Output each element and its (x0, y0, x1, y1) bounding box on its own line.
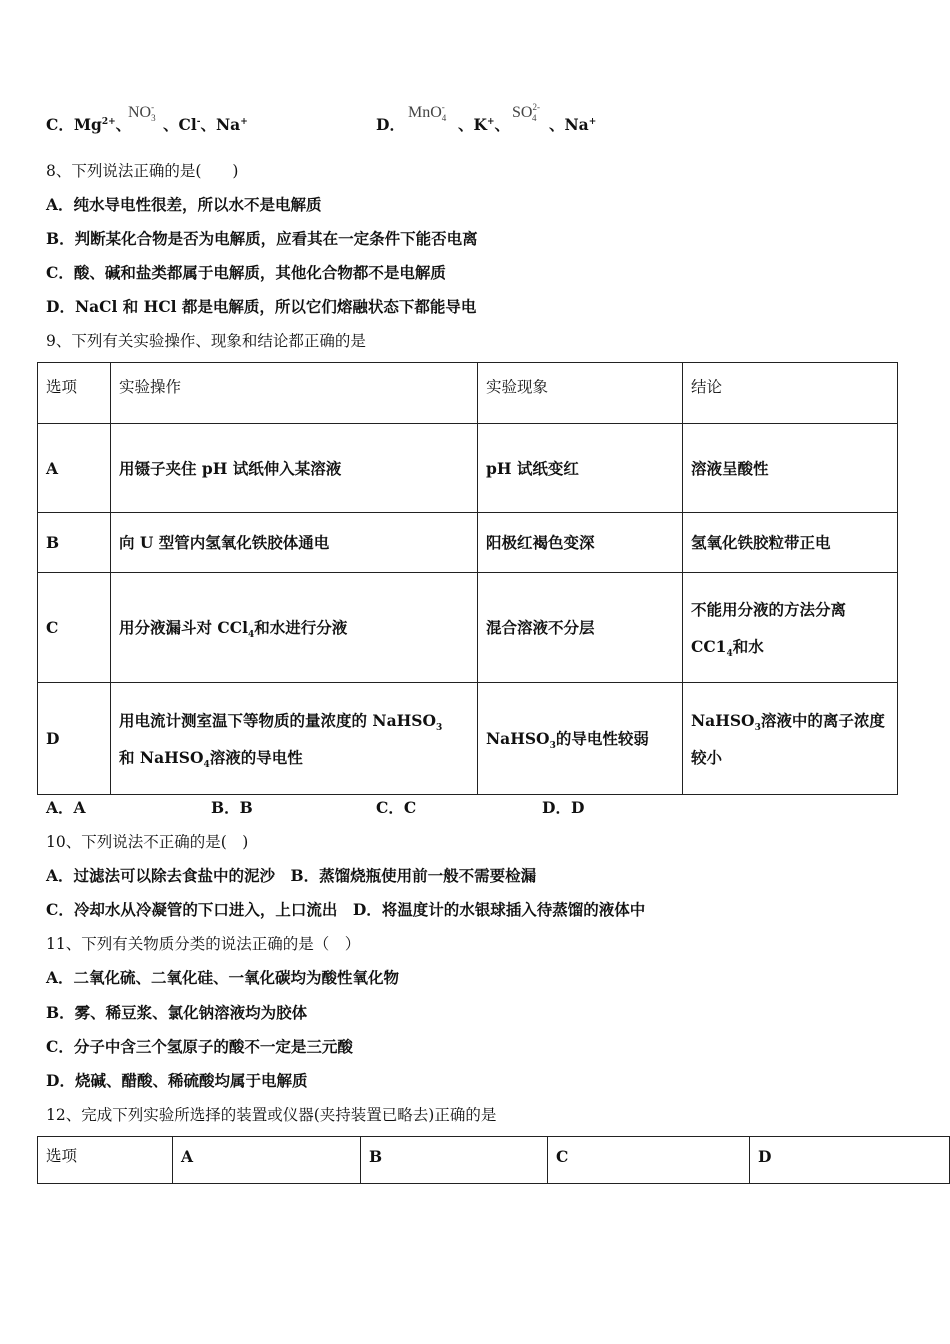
q8-stem: 8、下列说法正确的是( ) (46, 162, 239, 180)
q12-stem: 12、完成下列实验所选择的装置或仪器(夹持装置已略去)正确的是 (46, 1106, 497, 1124)
table-row (38, 424, 898, 513)
operation-cell: 用镊子夹住 pH 试纸伸入某溶液 (111, 424, 478, 513)
table-row (38, 683, 898, 795)
header-cell: A (173, 1137, 361, 1184)
phenomenon-cell: pH 试纸变红 (478, 424, 683, 513)
conclusion-cell: NaHSO$_3$溶液中的离子浓度 较小 (683, 683, 898, 795)
header-cell: 结论 (683, 363, 898, 424)
option-cell: A (38, 424, 111, 513)
q8-option-c: C．酸、碱和盐类都属于电解质，其他化合物都不是电解质 (46, 263, 446, 282)
q7-d-so4-formula: $SO^{2-}_4$ (512, 102, 540, 123)
q7-c-tail: 、Cl-、Na+ (163, 115, 248, 134)
header-cell: 实验操作 (111, 363, 478, 424)
conclusion-cell: 氢氧化铁胶粒带正电 (683, 513, 898, 573)
option-cell: D (38, 683, 111, 795)
q10-stem: 10、下列说法不正确的是( ) (46, 833, 249, 851)
operation-cell: 向 U 型管内氢氧化铁胶体通电 (111, 513, 478, 573)
table-row (38, 513, 898, 573)
q9-stem: 9、下列有关实验操作、现象和结论都正确的是 (46, 332, 366, 350)
operation-cell: 用电流计测室温下等物质的量浓度的 NaHSO$_3$ 和 NaHSO$_4$溶液的导电性 (111, 683, 478, 795)
q11-option-b: B．雾、稀豆浆、氯化钠溶液均为胶体 (46, 1003, 308, 1022)
q11-option-c: C．分子中含三个氢原子的酸不一定是三元酸 (46, 1037, 353, 1056)
header-cell: 选项 (38, 1137, 173, 1184)
conclusion-cell: 不能用分液的方法分离 $CC1_4$和水 (683, 573, 898, 683)
q12-table (37, 1136, 950, 1184)
header-cell: 实验现象 (478, 363, 683, 424)
q8-option-b: B．判断某化合物是否为电解质，应看其在一定条件下能否电离 (46, 229, 478, 248)
q7-c-no3-formula: $NO^-_3$ (128, 102, 156, 123)
table-header-row (38, 363, 898, 424)
phenomenon-cell: 阳极红褐色变深 (478, 513, 683, 573)
q7-option-d: D． (376, 115, 405, 134)
option-cell: B (38, 513, 111, 573)
q10-options-cd: C．冷却水从冷凝管的下口进入，上口流出 D．将温度计的水银球插入待蒸馏的液体中 (46, 900, 646, 919)
q8-option-d: D．NaCl 和 HCl 都是电解质，所以它们熔融状态下都能导电 (46, 297, 477, 316)
q11-option-a: A．二氧化硫、二氧化硅、一氧化碳均为酸性氧化物 (46, 968, 400, 987)
q9-answer-a: A．A (46, 798, 86, 817)
q11-option-d: D．烧碱、醋酸、稀硫酸均属于电解质 (46, 1071, 308, 1090)
phenomenon-cell: 混合溶液不分层 (478, 573, 683, 683)
phenomenon-cell: NaHSO$_3$的导电性较弱 (478, 683, 683, 795)
header-cell: B (361, 1137, 548, 1184)
q9-answer-b: B．B (211, 798, 253, 817)
q9-answer-d: D．D (542, 798, 585, 817)
operation-cell: 用分液漏斗对 CCl$_4$和水进行分液 (111, 573, 478, 683)
option-cell: C (38, 573, 111, 683)
header-cell: C (548, 1137, 750, 1184)
q9-table (37, 362, 898, 795)
header-cell: 选项 (38, 363, 111, 424)
q11-stem: 11、下列有关物质分类的说法正确的是（ ） (46, 935, 361, 953)
q9-answer-c: C．C (376, 798, 417, 817)
q7-d-k: 、K+、 (458, 115, 511, 134)
q8-option-a: A．纯水导电性很差，所以水不是电解质 (46, 195, 322, 214)
table-header-row (38, 1137, 950, 1184)
conclusion-cell: 溶液呈酸性 (683, 424, 898, 513)
q10-options-ab: A．过滤法可以除去食盐中的泥沙 B．蒸馏烧瓶使用前一般不需要检漏 (46, 866, 537, 885)
q7-d-na: 、Na+ (549, 115, 597, 134)
header-cell: D (750, 1137, 950, 1184)
q7-d-mno4-formula: MnO-$_4$ (408, 102, 447, 123)
table-row (38, 573, 898, 683)
q7-option-c: C．$Mg^{2+}$、 (46, 115, 132, 134)
